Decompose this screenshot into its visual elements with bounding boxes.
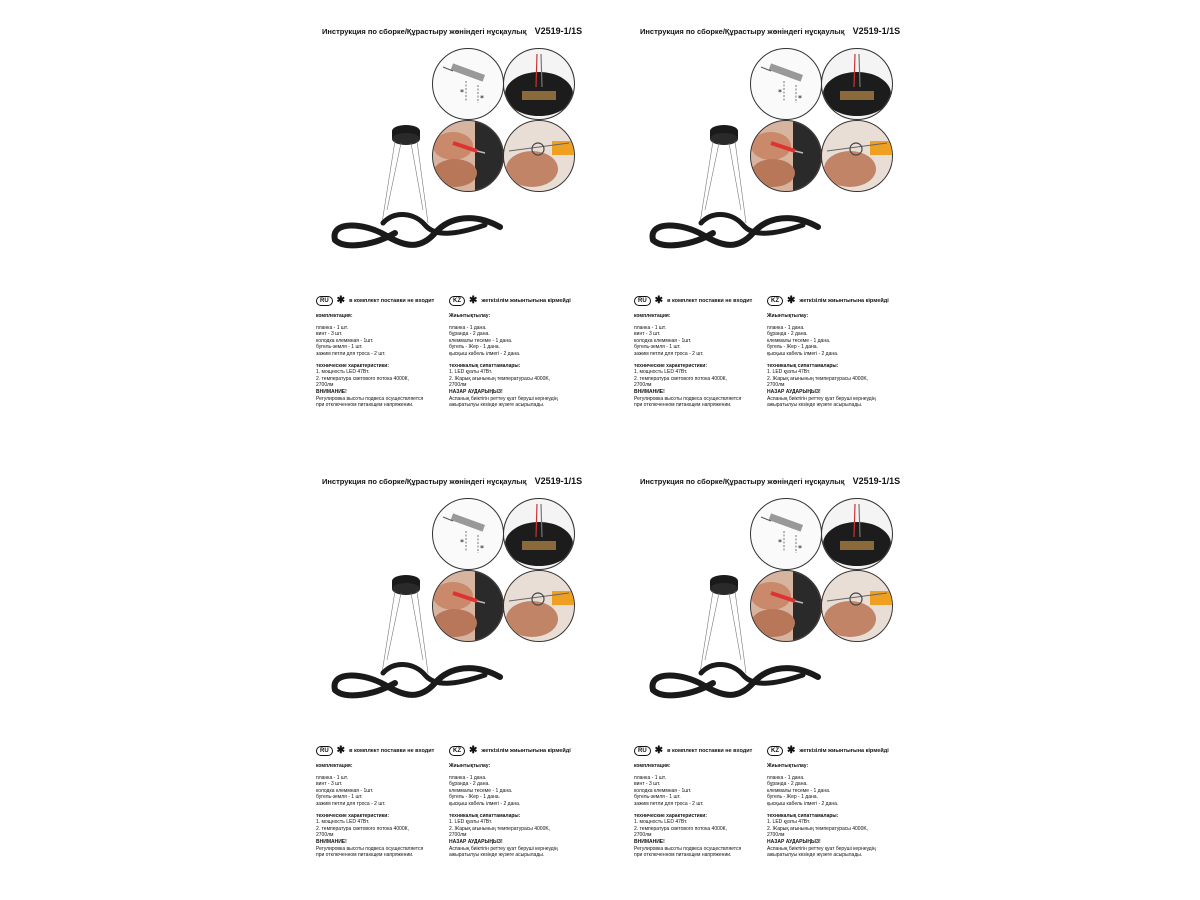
ru-not-included-text: в комплект поставки не входит — [667, 748, 753, 754]
kz-warning-heading: НАЗАР АУДАРЫҢЫЗ! — [767, 388, 821, 395]
svg-text:*: * — [460, 88, 464, 97]
list-item: 2. Жарық ағынының температурасы 4000K, — [449, 825, 551, 832]
warning-line: ажыратылуы кезінде жүзеге асырылады. — [767, 852, 863, 859]
list-item: 2. температура светового потока 4000К, — [634, 825, 727, 832]
svg-text:*: * — [798, 544, 802, 553]
list-item: 2700лм — [449, 382, 467, 389]
ru-specs-heading: технические характеристики: — [316, 812, 389, 819]
warning-line: Аспаның биіктігін реттеу қуат беруші кернеудің — [449, 845, 558, 852]
ru-kit-heading: комплектация: — [316, 763, 353, 769]
ru-language-badge: RU — [634, 746, 651, 756]
ru-language-badge: RU — [316, 746, 333, 756]
list-item: қысқыш кабель ілмегі - 2 дана. — [767, 350, 839, 357]
list-item: 2. температура светового потока 4000К, — [316, 825, 409, 832]
model-number: V2519-1/1S — [852, 26, 901, 36]
svg-text:*: * — [778, 88, 782, 97]
list-item: бұранда - 2 дана. — [449, 331, 490, 338]
model-number: V2519-1/1S — [852, 476, 901, 486]
kz-kit-heading: Жиынтықтылау: — [449, 313, 491, 319]
list-item: 2700лм — [449, 832, 467, 839]
list-item: 2. температура светового потока 4000К, — [316, 375, 409, 382]
list-item: бугель-земля - 1 шт. — [634, 344, 681, 351]
kz-language-badge: KZ — [767, 746, 783, 756]
kz-specs-heading: техникалық сипаттамалары: — [767, 362, 839, 369]
list-item: 2700лм — [316, 382, 334, 389]
list-item: зажим петли для троса - 2 шт. — [316, 800, 386, 807]
list-item: колодка клеммная - 1шт. — [634, 337, 692, 344]
asterisk-icon: ✱ — [336, 295, 346, 306]
ru-warning-heading: ВНИМАНИЕ! — [316, 838, 347, 845]
ru-specs-column — [634, 313, 741, 409]
list-item: колодка клеммная - 1шт. — [316, 337, 374, 344]
ru-not-included-text: в комплект поставки не входит — [349, 298, 435, 304]
list-item: 1. LED қуаты 47Вт. — [449, 369, 493, 376]
step-cable-clamp-image — [821, 570, 893, 642]
list-item: қысқыш кабель ілмегі - 2 дана. — [767, 800, 839, 807]
step-screwdriver-image — [750, 120, 822, 192]
step-mounting-plate-image — [750, 48, 822, 120]
kz-not-included-text: жеткізілім жиынтығына кірмейді — [481, 298, 571, 304]
svg-text:*: * — [798, 94, 802, 103]
list-item: бұранда - 2 дана. — [767, 331, 808, 338]
model-number: V2519-1/1S — [534, 26, 583, 36]
list-item: клеммалы тесеме - 1 дана. — [449, 787, 513, 794]
ru-specs-heading: технические характеристики: — [316, 362, 389, 369]
list-item: 2700лм — [634, 382, 652, 389]
list-item: 1. мощность LED 47Вт. — [634, 369, 688, 376]
kz-not-included-text: жеткізілім жиынтығына кірмейді — [799, 298, 889, 304]
kz-not-included-text: жеткізілім жиынтығына кірмейді — [799, 748, 889, 754]
warning-line: ажыратылуы кезінде жүзеге асырылады. — [449, 852, 545, 859]
list-item: зажим петли для троса - 2 шт. — [634, 350, 704, 357]
list-item: винт - 3 шт. — [316, 331, 343, 338]
ru-not-included-text: в комплект поставки не входит — [667, 298, 753, 304]
model-number: V2519-1/1S — [534, 476, 583, 486]
step-screwdriver-image — [750, 570, 822, 642]
asterisk-icon: ✱ — [787, 745, 796, 756]
step-wiring-image — [821, 498, 893, 570]
ru-specs-heading: технические характеристики: — [634, 362, 707, 369]
list-item: клеммалы тесеме - 1 дана. — [767, 337, 831, 344]
list-item: колодка клеммная - 1шт. — [634, 787, 692, 794]
asterisk-icon: ✱ — [787, 295, 796, 306]
kz-kit-heading: Жиынтықтылау: — [767, 313, 809, 319]
list-item: 1. мощность LED 47Вт. — [316, 369, 370, 376]
list-item: планка - 1 шт. — [316, 774, 348, 781]
list-item: клеммалы тесеме - 1 дана. — [449, 337, 513, 344]
ru-specs-heading: технические характеристики: — [634, 812, 707, 819]
title-text: Инструкция по сборке/Құрастыру жөніндегі нұсқаулық — [322, 477, 527, 486]
list-item: 2. Жарық ағынының температурасы 4000K, — [449, 375, 551, 382]
ru-kit-heading: комплектация: — [634, 313, 671, 319]
kz-specs-heading: техникалық сипаттамалары: — [767, 812, 839, 819]
asterisk-icon: ✱ — [654, 745, 664, 756]
list-item: 1. LED қуаты 47Вт. — [767, 819, 811, 826]
kz-specs-column — [767, 313, 876, 409]
warning-line: Аспаның биіктігін реттеу қуат беруші кернеудің — [449, 395, 558, 402]
ru-not-included-note — [634, 746, 752, 756]
step-mounting-plate-image — [750, 498, 822, 570]
kz-kit-heading: Жиынтықтылау: — [449, 763, 491, 769]
kz-not-included-note — [767, 296, 889, 306]
ru-language-badge: RU — [316, 296, 333, 306]
step-cable-clamp-image — [821, 120, 893, 192]
list-item: планка - 1 шт. — [316, 324, 348, 331]
ru-language-badge: RU — [634, 296, 651, 306]
list-item: бугель - Жер - 1 дана. — [767, 794, 818, 801]
instruction-title — [640, 26, 900, 36]
kz-warning-heading: НАЗАР АУДАРЫҢЫЗ! — [767, 838, 821, 845]
kz-specs-heading: техникалық сипаттамалары: — [449, 812, 521, 819]
list-item: колодка клеммная - 1шт. — [316, 787, 374, 794]
warning-line: ажыратылуы кезінде жүзеге асырылады. — [767, 402, 863, 409]
warning-line: при отключенном питающем напряжении. — [316, 852, 414, 859]
list-item: бугель - Жер - 1 дана. — [449, 344, 500, 351]
list-item: бугель - Жер - 1 дана. — [767, 344, 818, 351]
warning-line: ажыратылуы кезінде жүзеге асырылады. — [449, 402, 545, 409]
list-item: қысқыш кабель ілмегі - 2 дана. — [449, 800, 521, 807]
list-item: 2700лм — [767, 382, 785, 389]
list-item: винт - 3 шт. — [634, 331, 661, 338]
list-item: 1. LED қуаты 47Вт. — [767, 369, 811, 376]
list-item: бугель-земля - 1 шт. — [316, 344, 363, 351]
title-text: Инструкция по сборке/Құрастыру жөніндегі нұсқаулық — [640, 27, 845, 36]
warning-line: при отключенном питающем напряжении. — [634, 852, 732, 859]
list-item: 1. мощность LED 47Вт. — [634, 819, 688, 826]
list-item: 2. температура светового потока 4000К, — [634, 375, 727, 382]
warning-line: Регулировка высоты подвеса осуществляется — [316, 845, 424, 852]
title-text: Инструкция по сборке/Құрастыру жөніндегі нұсқаулық — [322, 27, 527, 36]
ru-warning-heading: ВНИМАНИЕ! — [634, 838, 665, 845]
warning-line: Аспаның биіктігін реттеу қуат беруші кернеудің — [767, 845, 876, 852]
ru-warning-heading: ВНИМАНИЕ! — [634, 388, 665, 395]
list-item: 2. Жарық ағынының температурасы 4000K, — [767, 825, 869, 832]
svg-text:*: * — [480, 544, 484, 553]
warning-line: Регулировка высоты подвеса осуществляется — [634, 845, 742, 852]
asterisk-icon: ✱ — [336, 745, 346, 756]
kz-specs-column — [767, 763, 876, 859]
list-item: винт - 3 шт. — [316, 781, 343, 788]
step-wiring-image — [821, 48, 893, 120]
list-item: 1. LED қуаты 47Вт. — [449, 819, 493, 826]
list-item: бугель - Жер - 1 дана. — [449, 794, 500, 801]
kz-language-badge: KZ — [767, 296, 783, 306]
ru-warning-heading: ВНИМАНИЕ! — [316, 388, 347, 395]
svg-text:*: * — [480, 94, 484, 103]
warning-line: при отключенном питающем напряжении. — [316, 402, 414, 409]
list-item: планка - 1 дана. — [767, 324, 805, 331]
kz-specs-heading: техникалық сипаттамалары: — [449, 362, 521, 369]
instruction-title — [640, 476, 900, 486]
list-item: планка - 1 дана. — [449, 774, 487, 781]
ru-kit-heading: комплектация: — [316, 313, 353, 319]
list-item: бұранда - 2 дана. — [767, 781, 808, 788]
list-item: планка - 1 шт. — [634, 774, 666, 781]
list-item: клеммалы тесеме - 1 дана. — [767, 787, 831, 794]
list-item: 2. Жарық ағынының температурасы 4000K, — [767, 375, 869, 382]
svg-text:*: * — [460, 538, 464, 547]
kz-language-badge: KZ — [449, 296, 465, 306]
instruction-sheet — [318, 450, 918, 900]
list-item: бұранда - 2 дана. — [449, 781, 490, 788]
asterisk-icon: ✱ — [469, 745, 478, 756]
ru-kit-heading: комплектация: — [634, 763, 671, 769]
ru-not-included-note — [634, 296, 752, 306]
list-item: 1. мощность LED 47Вт. — [316, 819, 370, 826]
list-item: зажим петли для троса - 2 шт. — [634, 800, 704, 807]
kz-not-included-text: жеткізілім жиынтығына кірмейді — [481, 748, 571, 754]
list-item: винт - 3 шт. — [634, 781, 661, 788]
ru-specs-column — [634, 763, 741, 859]
warning-line: Регулировка высоты подвеса осуществляется — [316, 395, 424, 402]
list-item: бугель-земля - 1 шт. — [316, 794, 363, 801]
kz-warning-heading: НАЗАР АУДАРЫҢЫЗ! — [449, 838, 503, 845]
list-item: 2700лм — [634, 832, 652, 839]
asterisk-icon: ✱ — [469, 295, 478, 306]
list-item: 2700лм — [767, 832, 785, 839]
list-item: планка - 1 дана. — [767, 774, 805, 781]
kz-not-included-note — [767, 746, 889, 756]
list-item: қысқыш кабель ілмегі - 2 дана. — [449, 350, 521, 357]
warning-line: Аспаның биіктігін реттеу қуат беруші кернеудің — [767, 395, 876, 402]
asterisk-icon: ✱ — [654, 295, 664, 306]
kz-warning-heading: НАЗАР АУДАРЫҢЫЗ! — [449, 388, 503, 395]
svg-text:*: * — [778, 538, 782, 547]
list-item: планка - 1 шт. — [634, 324, 666, 331]
list-item: зажим петли для троса - 2 шт. — [316, 350, 386, 357]
warning-line: Регулировка высоты подвеса осуществляется — [634, 395, 742, 402]
instruction-sheet — [318, 0, 918, 450]
title-text: Инструкция по сборке/Құрастыру жөніндегі нұсқаулық — [640, 477, 845, 486]
warning-line: при отключенном питающем напряжении. — [634, 402, 732, 409]
list-item: бугель-земля - 1 шт. — [634, 794, 681, 801]
kz-kit-heading: Жиынтықтылау: — [767, 763, 809, 769]
kz-language-badge: KZ — [449, 746, 465, 756]
ru-not-included-text: в комплект поставки не входит — [349, 748, 435, 754]
list-item: 2700лм — [316, 832, 334, 839]
list-item: планка - 1 дана. — [449, 324, 487, 331]
